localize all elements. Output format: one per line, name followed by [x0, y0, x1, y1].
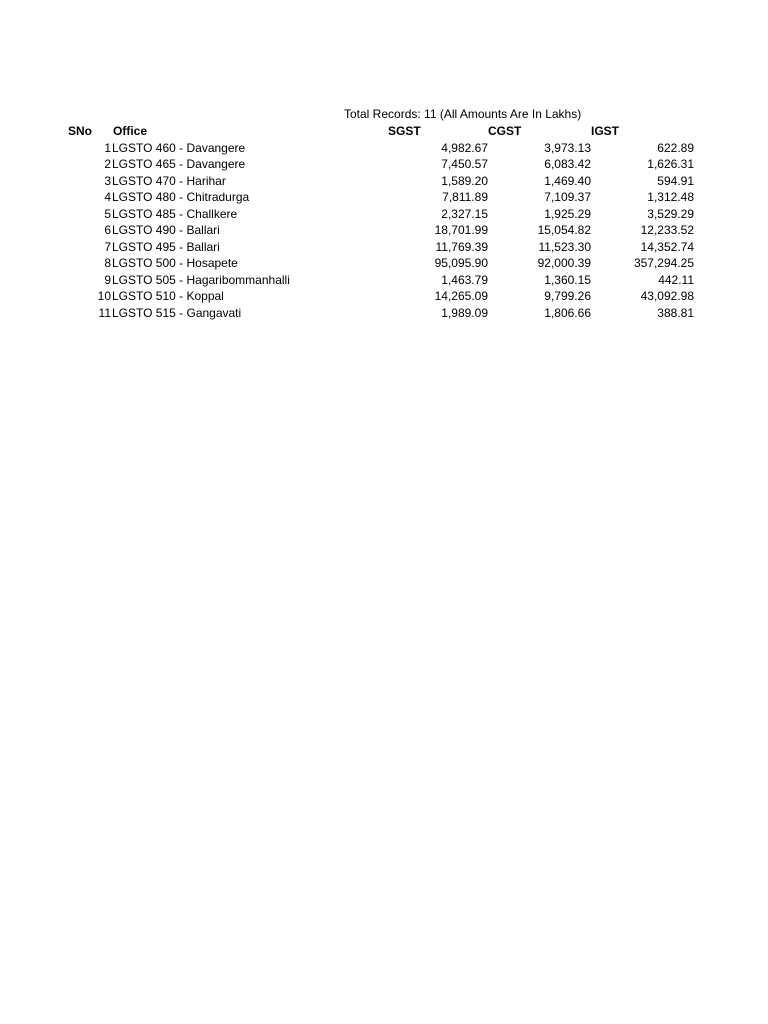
- cell-office: LGSTO 485 - Challkere: [112, 206, 238, 221]
- cell-office: LGSTO 510 - Koppal: [112, 289, 224, 303]
- cell-igst: 594.91: [657, 173, 694, 188]
- column-header-cgst: CGST: [488, 124, 522, 138]
- cell-sgst: 18,701.99: [434, 223, 488, 237]
- table-row: [66, 272, 694, 289]
- cell-sgst: 1,589.20: [441, 173, 488, 188]
- cell-cgst: 1,360.15: [544, 272, 591, 287]
- cell-cgst: 3,973.13: [544, 140, 591, 155]
- cell-igst: 357,294.25: [633, 256, 694, 270]
- table-row: [66, 255, 694, 272]
- cell-sgst: 7,450.57: [441, 157, 488, 171]
- table-row: [66, 189, 694, 206]
- cell-office: LGSTO 460 - Davangere: [112, 140, 246, 155]
- cell-sgst: 1,463.79: [441, 272, 488, 287]
- cell-sno: 8: [104, 256, 111, 270]
- cell-igst: 442.11: [658, 272, 694, 287]
- cell-sgst: 7,811.89: [442, 190, 488, 204]
- cell-sno: 6: [104, 223, 111, 237]
- cell-igst: 1,312.48: [647, 190, 694, 204]
- cell-office: LGSTO 490 - Ballari: [112, 223, 220, 237]
- cell-office: LGSTO 480 - Chitradurga: [112, 190, 250, 204]
- cell-sno: 4: [104, 190, 111, 204]
- cell-cgst: 15,054.82: [537, 223, 591, 237]
- cell-cgst: 6,083.42: [544, 157, 591, 171]
- cell-igst: 388.81: [657, 305, 694, 320]
- cell-cgst: 7,109.37: [544, 190, 591, 204]
- cell-sgst: 95,095.90: [434, 256, 488, 270]
- column-header-igst: IGST: [591, 124, 620, 138]
- cell-office: LGSTO 465 - Davangere: [112, 157, 246, 171]
- cell-sno: 10: [97, 289, 111, 303]
- cell-cgst: 1,806.66: [544, 305, 591, 320]
- cell-cgst: 11,523.30: [538, 239, 591, 254]
- cell-sgst: 2,327.15: [441, 206, 488, 221]
- cell-sno: 7: [104, 239, 111, 254]
- gst-collection-table: [66, 123, 694, 321]
- column-header-sgst: SGST: [388, 124, 421, 138]
- table-row: [66, 288, 694, 305]
- cell-igst: 43,092.98: [640, 289, 694, 303]
- table-body: [66, 140, 694, 322]
- header-row: [66, 123, 694, 140]
- cell-sno: 2: [104, 157, 111, 171]
- cell-igst: 1,626.31: [647, 157, 694, 171]
- cell-igst: 3,529.29: [647, 206, 694, 221]
- cell-cgst: 1,925.29: [544, 206, 591, 221]
- cell-cgst: 9,799.26: [544, 289, 591, 303]
- records-caption: Total Records: 11 (All Amounts Are In Lakhs): [344, 107, 582, 121]
- cell-office: LGSTO 495 - Ballari: [112, 239, 220, 254]
- table-row: [66, 239, 694, 256]
- cell-office: LGSTO 515 - Gangavati: [112, 305, 242, 320]
- column-header-office: Office: [113, 124, 148, 138]
- cell-sgst: 14,265.09: [434, 289, 488, 303]
- cell-igst: 12,233.52: [640, 223, 694, 237]
- cell-sgst: 11,769.39: [435, 239, 488, 254]
- table-row: [66, 222, 694, 239]
- table-row: [66, 156, 694, 173]
- cell-sgst: 4,982.67: [441, 140, 488, 155]
- cell-sno: 1: [104, 140, 111, 155]
- table-row: [66, 140, 694, 157]
- cell-sno: 9: [104, 272, 111, 287]
- cell-igst: 14,352.74: [640, 239, 694, 254]
- cell-office: LGSTO 500 - Hosapete: [112, 256, 238, 270]
- table-row: [66, 305, 694, 322]
- cell-office: LGSTO 505 - Hagaribommanhalli: [112, 272, 290, 287]
- cell-cgst: 92,000.39: [537, 256, 591, 270]
- cell-cgst: 1,469.40: [544, 173, 591, 188]
- cell-sno: 3: [104, 173, 111, 188]
- table-row: [66, 206, 694, 223]
- cell-sno: 5: [104, 206, 111, 221]
- cell-igst: 622.89: [657, 140, 694, 155]
- column-header-sno: SNo: [68, 124, 92, 138]
- cell-sno: 11: [98, 305, 111, 320]
- cell-office: LGSTO 470 - Harihar: [112, 173, 226, 188]
- table-row: [66, 173, 694, 190]
- cell-sgst: 1,989.09: [441, 305, 488, 320]
